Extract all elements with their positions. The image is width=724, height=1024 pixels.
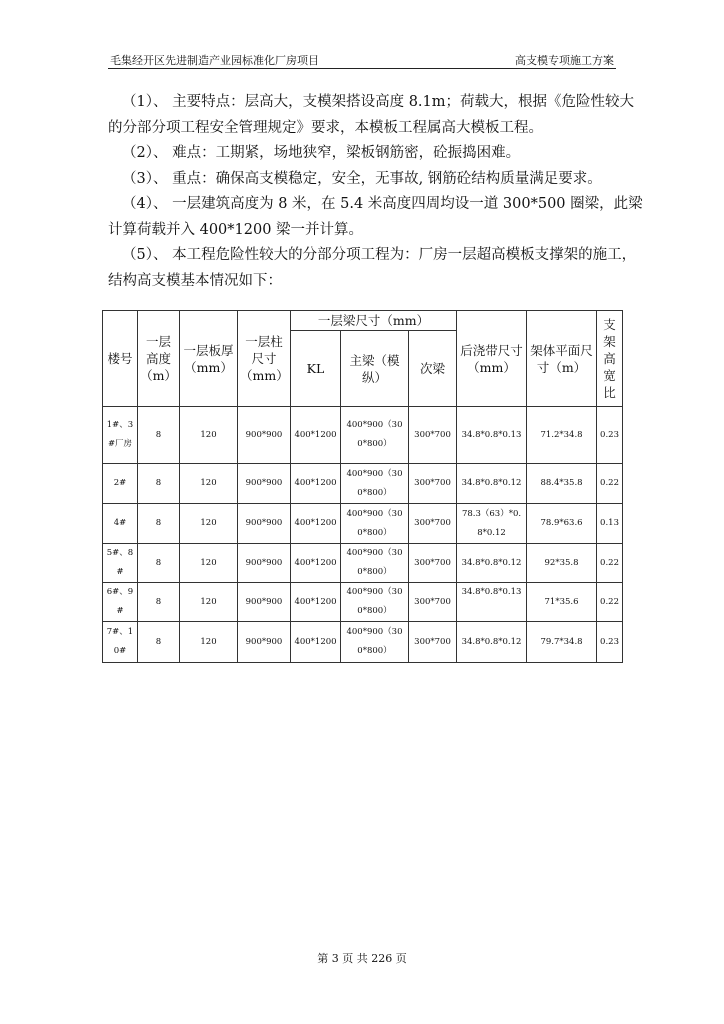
- cell-height: 8: [138, 407, 180, 464]
- cell-kl: 400*1200: [291, 544, 341, 583]
- paragraph-5-line-2: 结构高支模基本情况如下：: [108, 272, 282, 289]
- cell-main-beam: 400*900（30 0*800）: [341, 544, 409, 583]
- paragraph-5-line-1: （5）、 本工程危险性较大的分部分项工程为：厂房一层超高模板支撑架的施工，: [122, 247, 637, 263]
- cell-slab: 120: [180, 622, 238, 663]
- paragraph-1-line-2: 的分部分项工程安全管理规定》要求，本模板工程属高大模板工程。: [108, 119, 543, 136]
- cell-frame-plan: 88.4*35.8: [527, 464, 597, 504]
- table-row: [103, 583, 623, 622]
- header-building: 楼号: [103, 311, 138, 407]
- cell-secondary-beam: 300*700: [409, 544, 457, 583]
- cell-frame-plan: 79.7*34.8: [527, 622, 597, 663]
- cell-main-beam: 400*900（30 0*800）: [341, 464, 409, 504]
- paragraph-1-line-1: （1）、 主要特点：层高大，支模架搭设高度 8.1m；荷载大，根据《危险性较大: [122, 94, 634, 110]
- cell-main-beam: 400*900（30 0*800）: [341, 622, 409, 663]
- cell-building: 2#: [103, 464, 138, 504]
- cell-frame-plan: 92*35.8: [527, 544, 597, 583]
- cell-building: 4#: [103, 504, 138, 544]
- header-frame-plan-size: 架体平面尺寸（m）: [527, 311, 597, 407]
- cell-kl: 400*1200: [291, 464, 341, 504]
- cell-main-beam: 400*900（30 0*800）: [341, 583, 409, 622]
- cell-secondary-beam: 300*700: [409, 407, 457, 464]
- header-slab-thickness: 一层板厚（mm）: [180, 311, 238, 407]
- cell-ratio: 0.22: [597, 544, 623, 583]
- body-text: [108, 90, 643, 294]
- cell-height: 8: [138, 583, 180, 622]
- cell-height: 8: [138, 544, 180, 583]
- header-secondary-beam: 次梁: [409, 331, 457, 407]
- cell-kl: 400*1200: [291, 504, 341, 544]
- cell-column: 900*900: [238, 583, 291, 622]
- header-document-title: 高支模专项施工方案: [515, 54, 614, 67]
- table-row: [103, 407, 623, 464]
- cell-secondary-beam: 300*700: [409, 464, 457, 504]
- cell-main-beam: 400*900（30 0*800）: [341, 504, 409, 544]
- header-beam-group: 一层梁尺寸（mm）: [291, 311, 457, 331]
- cell-post-pour: 34.8*0.8*0.12: [457, 464, 527, 504]
- cell-column: 900*900: [238, 544, 291, 583]
- cell-secondary-beam: 300*700: [409, 583, 457, 622]
- cell-post-pour: 34.8*0.8*0.13: [457, 407, 527, 464]
- cell-secondary-beam: 300*700: [409, 622, 457, 663]
- cell-column: 900*900: [238, 504, 291, 544]
- cell-kl: 400*1200: [291, 583, 341, 622]
- cell-slab: 120: [180, 504, 238, 544]
- cell-ratio: 0.13: [597, 504, 623, 544]
- cell-slab: 120: [180, 583, 238, 622]
- cell-slab: 120: [180, 407, 238, 464]
- header-column-size: 一层柱尺寸（mm）: [238, 311, 291, 407]
- page-header: [108, 50, 616, 69]
- cell-slab: 120: [180, 544, 238, 583]
- page-footer: 第 3 页 共 226 页: [317, 952, 407, 965]
- table-row: [103, 544, 623, 583]
- table-row: [103, 504, 623, 544]
- formwork-spec-table: [102, 310, 623, 663]
- table-row: [103, 464, 623, 504]
- cell-column: 900*900: [238, 407, 291, 464]
- cell-ratio: 0.22: [597, 464, 623, 504]
- header-kl: KL: [291, 331, 341, 407]
- cell-building: 5#、8#: [103, 544, 138, 583]
- paragraph-4-line-2: 计算荷载并入 400*1200 梁一并计算。: [108, 221, 364, 238]
- cell-building: 7#、10#: [103, 622, 138, 663]
- table-row: [103, 622, 623, 663]
- cell-secondary-beam: 300*700: [409, 504, 457, 544]
- cell-post-pour: 78.3（63）*0. 8*0.12: [457, 504, 527, 544]
- cell-post-pour: 34.8*0.8*0.13: [457, 583, 527, 622]
- cell-frame-plan: 78.9*63.6: [527, 504, 597, 544]
- header-main-beam: 主梁（模纵）: [341, 331, 409, 407]
- header-post-pour-strip: 后浇带尺寸（mm）: [457, 311, 527, 407]
- cell-kl: 400*1200: [291, 407, 341, 464]
- cell-ratio: 0.23: [597, 407, 623, 464]
- cell-slab: 120: [180, 464, 238, 504]
- cell-height: 8: [138, 464, 180, 504]
- cell-building: 1#、3#厂房: [103, 407, 138, 464]
- paragraph-3: （3）、 重点：确保高支模稳定，安全，无事故, 钢筋砼结构质量满足要求。: [122, 170, 602, 187]
- header-project-title: 毛集经开区先进制造产业园标准化厂房项目: [110, 54, 319, 67]
- header-height-width-ratio: 支架高宽比: [597, 311, 623, 407]
- cell-ratio: 0.22: [597, 583, 623, 622]
- paragraph-2: （2）、 难点：工期紧，场地狭窄，梁板钢筋密，砼振捣困难。: [122, 145, 521, 161]
- cell-kl: 400*1200: [291, 622, 341, 663]
- cell-ratio: 0.23: [597, 622, 623, 663]
- header-floor-height: 一层高度（m）: [138, 311, 180, 407]
- cell-column: 900*900: [238, 622, 291, 663]
- paragraph-4-line-1: （4）、 一层建筑高度为 8 米，在 5.4 米高度四周均设一道 300*500 圈梁，此梁: [122, 196, 643, 212]
- cell-column: 900*900: [238, 464, 291, 504]
- cell-height: 8: [138, 504, 180, 544]
- cell-height: 8: [138, 622, 180, 663]
- cell-frame-plan: 71.2*34.8: [527, 407, 597, 464]
- cell-post-pour: 34.8*0.8*0.12: [457, 622, 527, 663]
- cell-frame-plan: 71*35.6: [527, 583, 597, 622]
- cell-post-pour: 34.8*0.8*0.12: [457, 544, 527, 583]
- cell-building: 6#、9#: [103, 583, 138, 622]
- cell-main-beam: 400*900（30 0*800）: [341, 407, 409, 464]
